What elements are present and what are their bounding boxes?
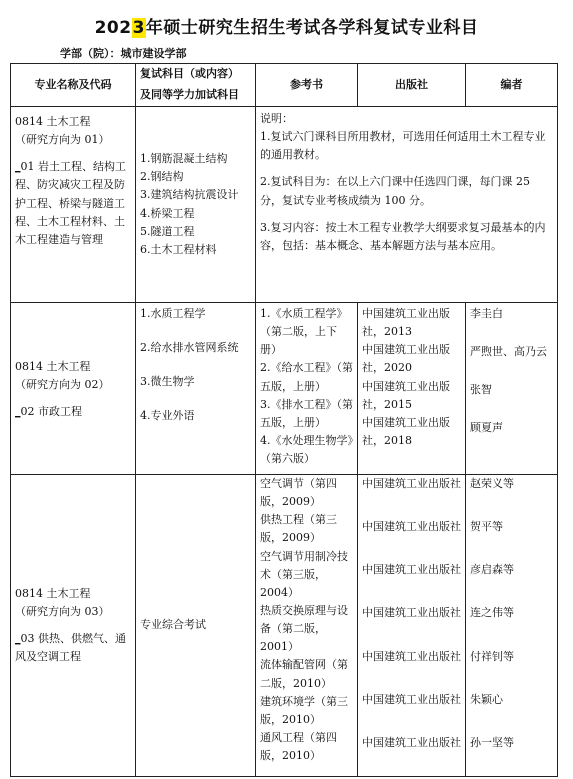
publisher-text: 中国建筑工业出版社 (362, 606, 461, 620)
subjects-table (10, 63, 558, 777)
spec-text: 02 市政工程 (20, 405, 82, 419)
major-specialty (15, 158, 131, 249)
author-text: 赵荣义等 (470, 477, 514, 490)
list-item: 2.给水排水管网系统 (140, 341, 239, 355)
publisher-text: 中国建筑工业出版社 (362, 563, 461, 577)
author-text: 朱颖心 (470, 692, 503, 706)
list-item: 6.土木工程材料 (140, 242, 217, 256)
major-specialty (15, 403, 131, 421)
book-title: 热质交换原理与设备（第二版，2001） (260, 603, 348, 654)
author-text: 孙一坚等 (470, 735, 514, 749)
header-author: 编者 (466, 64, 558, 107)
book-title: 空气调节（第四版，2009） (260, 477, 337, 509)
book-title: 通风工程（第四版，2010） (260, 730, 337, 763)
book-title: 2.《给水工程》（第五版，上册） (260, 361, 353, 393)
spec-underscore: _ (15, 160, 21, 174)
subjects-cell (136, 475, 256, 777)
author-cell (466, 303, 558, 475)
title-highlight: 3 (132, 18, 145, 38)
header-publisher: 出版社 (358, 64, 466, 107)
major-direction: （研究方向为 02） (15, 377, 110, 391)
major-code: 0814 土木工程 (15, 586, 91, 600)
notes-cell (256, 107, 558, 303)
spec-underscore: _ (15, 632, 21, 645)
publisher-text: 中国建筑工业出版社 (362, 520, 461, 534)
note-item: 3.复习内容：按土木工程专业教学大纲要求复习最基本的内容，包括：基本概念、基本解题方法与基本应用。 (260, 220, 546, 252)
publisher-cell (358, 303, 466, 475)
major-direction: （研究方向为 01） (15, 133, 110, 147)
major-code: 0814 土木工程 (15, 115, 91, 128)
book-title: 空气调节用制冷技术（第三版，2004） (260, 549, 348, 599)
book-title: 建筑环境学（第三版，2010） (260, 694, 348, 726)
table-row (11, 303, 558, 475)
major-specialty (15, 630, 131, 666)
list-item: 1.钢筋混凝土结构 (140, 152, 228, 166)
publisher-text: 中国建筑工业出版社，2018 (362, 415, 450, 447)
list-item: 3.微生物学 (140, 375, 195, 389)
publisher-text: 中国建筑工业出版社 (362, 735, 461, 749)
major-direction: （研究方向为 03） (15, 604, 110, 618)
publisher-cell (358, 475, 466, 777)
header-books: 参考书 (256, 64, 358, 107)
list-item: 2.钢结构 (140, 170, 184, 184)
author-cell (466, 475, 558, 777)
publisher-text: 中国建筑工业出版社，2013 (362, 307, 450, 339)
table-row (11, 475, 558, 777)
major-code: 0814 土木工程 (15, 359, 91, 373)
author-text: 顾夏声 (470, 421, 503, 435)
header-subjects-line2: 及同等学力加试科目 (140, 88, 239, 101)
title-suffix: 年硕士研究生招生考试各学科复试专业科目 (145, 18, 479, 38)
major-cell (11, 107, 136, 303)
author-text: 付祥钊等 (470, 649, 514, 663)
header-subjects (136, 64, 256, 107)
book-title: 供热工程（第三版，2009） (260, 513, 337, 545)
header-subjects-line1: 复试科目（或内容） (140, 67, 239, 81)
book-title: 3.《排水工程》（第五版，上册） (260, 397, 353, 429)
book-title: 流体输配管网（第二版，2010） (260, 658, 348, 690)
book-title: 1.《水质工程学》（第二版，上下册） (260, 307, 348, 357)
list-item: 5.隧道工程 (140, 224, 195, 238)
books-cell (256, 475, 358, 777)
books-cell (256, 303, 358, 475)
title-prefix: 202 (94, 18, 132, 38)
author-text: 贺平等 (470, 520, 503, 534)
list-item: 专业综合考试 (140, 618, 206, 632)
list-item: 3.建筑结构抗震设计 (140, 188, 239, 202)
major-cell (11, 303, 136, 475)
major-cell (11, 475, 136, 777)
department-label: 学部（院）：城市建设学部 (60, 47, 187, 60)
publisher-text: 中国建筑工业出版社 (362, 649, 461, 663)
publisher-text: 中国建筑工业出版社 (362, 692, 461, 706)
page-title (0, 13, 573, 38)
book-title: 4.《水处理生物学》（第六版） (260, 433, 353, 466)
table-row (11, 107, 558, 303)
note-heading: 说明： (260, 112, 293, 125)
list-item: 1.水质工程学 (140, 307, 206, 320)
spec-underscore: _ (15, 405, 21, 419)
author-text: 严煦世、高乃云 (470, 345, 547, 359)
publisher-text: 中国建筑工业出版社，2015 (362, 379, 450, 411)
subjects-cell (136, 107, 256, 303)
list-item: 4.专业外语 (140, 409, 195, 423)
author-text: 张智 (470, 383, 492, 397)
note-item: 2.复试科目为：在以上六门课中任选四门课，每门课 25 分，复试专业考核成绩为 100 分。 (260, 175, 530, 207)
note-item: 1.复试六门课科目所用教材，可选用任何适用土木工程专业的通用教材。 (260, 130, 546, 162)
spec-text: 01 岩土工程、结构工程、防灾减灾工程及防护工程、桥梁与隧道工程、土木工程材料、土木工程建造与管理 (15, 160, 126, 246)
author-text: 李圭白 (470, 307, 503, 320)
list-item: 4.桥梁工程 (140, 206, 195, 220)
author-text: 彦启森等 (470, 563, 514, 577)
author-text: 连之伟等 (470, 606, 514, 620)
table-header-row (11, 64, 558, 107)
publisher-text: 中国建筑工业出版社，2020 (362, 343, 450, 375)
subjects-cell (136, 303, 256, 475)
header-major: 专业名称及代码 (11, 64, 136, 107)
spec-text: 03 供热、供燃气、通风及空调工程 (15, 632, 126, 664)
publisher-text: 中国建筑工业出版社 (362, 477, 461, 490)
